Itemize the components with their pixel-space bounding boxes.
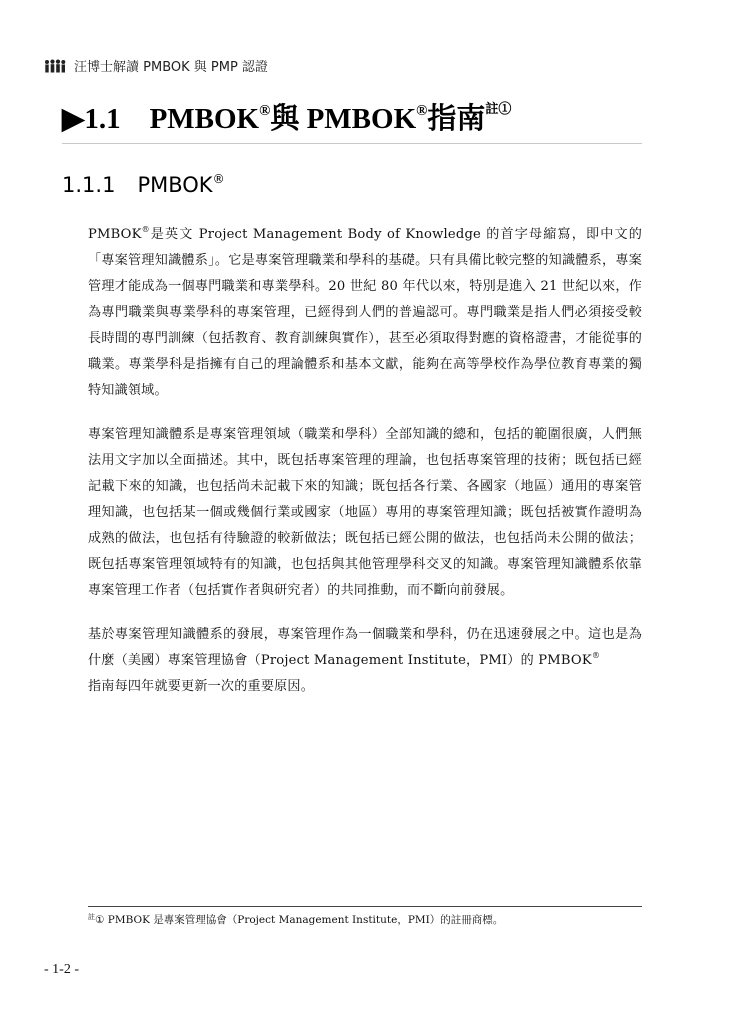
registered-mark: ® <box>141 225 150 234</box>
people-group-icon <box>44 59 66 73</box>
chapter-number: 1.1 <box>84 103 121 135</box>
footnote-reference: 註① <box>485 101 512 116</box>
footnote-divider <box>88 906 642 907</box>
registered-mark: ® <box>259 103 271 119</box>
paragraph-3-text: 基於專案管理知識體系的發展，專案管理作為一個職業和學科，仍在迅速發展之中。這也是為什麼（美國）專案管理協會（Project Management Institute，PMI）的 PMBOK <box>88 627 642 668</box>
running-header-text: 汪博士解讀 PMBOK 與 PMP 認證 <box>74 60 268 75</box>
paragraph-1-lead: PMBOK <box>88 227 142 242</box>
chapter-title-part2: 與 PMBOK <box>270 103 417 135</box>
chapter-title-part3: 指南 <box>427 103 486 135</box>
paragraph-3 <box>88 622 642 700</box>
running-header <box>44 56 268 75</box>
body-text <box>88 222 642 718</box>
paragraph-2: 專案管理知識體系是專案管理領域（職業和學科）全部知識的總和，包括的範圍很廣，人們無法用文字加以全面描述。其中，既包括專案管理的理論，也包括專案管理的技術；既包括已經記載下來的知識，也包括尚未記載下來的知識；既包括各行業、各國家（地區）通用的專案管理知識，也包括某一個或幾個行業或國家（地區）專用的專案管理知識；既包括被實作證明為成熟的做法，也包括有待驗證的較新做法；既包括已經公開的做法，也包括尚未公開的做法；既包括專案管理領域特有的知識，也包括與其他管理學科交叉的知識。專案管理知識體系依靠專案管理工作者（包括實作者與研究者）的共同推動，而不斷向前發展。 <box>88 427 642 598</box>
section-number: 1.1.1 <box>62 173 116 197</box>
chapter-title-part1: PMBOK <box>149 103 260 135</box>
paragraph-1-text: 是英文 Project Management Body of Knowledge 的首字母縮寫，即中文的「專案管理知識體系」。它是專案管理職業和學科的基礎。只有具備比較完整的知識體系，專案管理才能成為一個專門職業和專業學科。20 世紀 80 年代以來，特別是進入 21 世紀以來，作為專門職業與專業學科的專案管理，已經得到人們的普遍認可。專門職業是指人們必須接受較長時間的專門訓練（包括教育、教育訓練與實作），甚至必須取得對應的資格證書，才能從事的職業。專業學科是指擁有自己的理論體系和基本文獻，能夠在高等學校作為學位教育專業的獨特知識領域。 <box>88 227 642 398</box>
paragraph-3-tail: 指南每四年就要更新一次的重要原因。 <box>88 679 314 694</box>
registered-mark: ® <box>416 103 428 119</box>
page-number: - 1-2 - <box>44 962 79 977</box>
registered-mark: ® <box>212 172 225 186</box>
section-heading <box>62 172 225 197</box>
footnote <box>88 912 503 927</box>
registered-mark: ® <box>591 651 601 660</box>
paragraph-1 <box>88 222 642 404</box>
chapter-marker: ▶ <box>62 103 85 135</box>
footnote-text: ① PMBOK 是專案管理協會（Project Management Institute，PMI）的註冊商標。 <box>95 914 504 926</box>
chapter-heading <box>62 96 642 144</box>
section-title: PMBOK <box>137 173 213 197</box>
footnote-mark: 註 <box>88 913 95 921</box>
